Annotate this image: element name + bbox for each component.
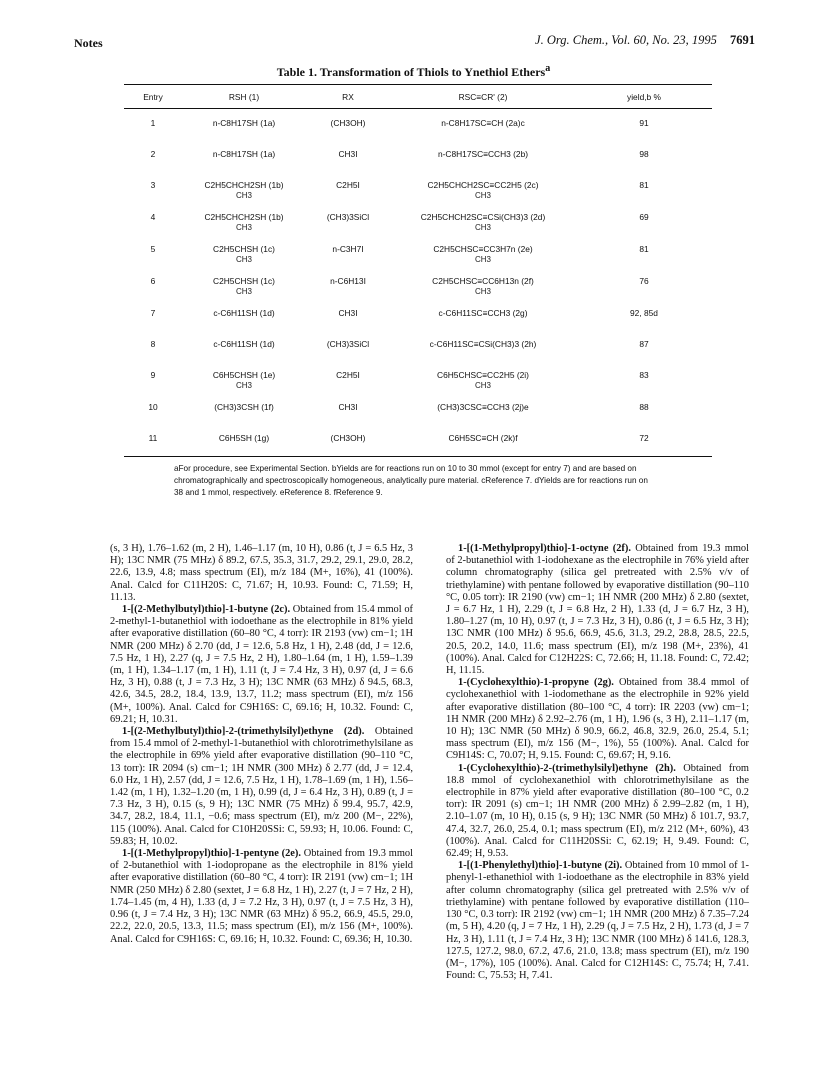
paragraph-text: Obtained from 15.4 mmol of 2-methyl-1-butanethiol with iodoethane as the electrophile in 81% yield after evaporative distillation (60–80 °C, 4 torr): IR 2193 (vw) cm−1; 1H NMR (200 MHz) δ 2.70 (dd, J = 12.6, 5.8 Hz, 1 H), 2.48 (dd, J = 12.6, 7.5 Hz, 1 H), 2.27 (q, J = 7.5 Hz, 2 H), 1.80–1.64 (m, 1 H), 1.59–1.39 (m, 1 H), 1.34–1.17 (m, 1 H), 1.11 (t, J = 7.4 Hz, 3 H), 0.97 (d, J = 6.6 Hz, 3 H), 0.88 (t, J = 7.3 Hz, 3 H); 13C NMR (63 MHz) δ 94.5, 68.3, 42.6, 34.5, 28.2, 18.4, 13.9, 13.7, 11.2; mass spectrum (EI), m/z 156 (M+, 100%). Anal. Calcd for C9H16S: C, 69.16; H, 10.32. Found: C, 69.21; H, 10.31. — [110, 604, 413, 725]
table-cell-rx — [306, 201, 390, 233]
cell-value: C6H5CHSH (1e) — [212, 370, 276, 380]
table-cell-rx — [306, 169, 390, 201]
compound-heading: 1-[(2-Methylbutyl)thio]-2-(trimethylsilyl)ethyne (2d). — [122, 726, 365, 738]
cell-value: n-C8H17SH (1a) — [212, 149, 276, 159]
column-header: RX — [342, 92, 354, 102]
cell-value: 8 — [150, 339, 156, 349]
table-cell-entry — [124, 328, 182, 359]
compound-heading: 1-[(1-Methylpropyl)thio]-1-pentyne (2e). — [122, 848, 301, 860]
cell-value: C2H5I — [336, 180, 360, 190]
table-cell-rx — [306, 107, 390, 138]
body-paragraph — [446, 860, 749, 982]
page-number: 7691 — [730, 33, 755, 47]
table-row — [124, 107, 712, 138]
compound-heading: 1-(Cyclohexylthio)-1-propyne (2g). — [458, 677, 614, 689]
table-cell-rsh — [182, 297, 306, 328]
cell-substituent: CH3 — [474, 287, 491, 296]
cell-substituent: CH3 — [235, 255, 252, 264]
cell-value: C2H5CHCH2SC≡CSi(CH3)3 (2d) — [420, 212, 546, 222]
table-body — [124, 107, 712, 453]
compound-heading: 1-[(2-Methylbutyl)thio]-1-butyne (2c). — [122, 604, 291, 616]
table-cell-yield — [576, 328, 712, 359]
table-cell-rsh — [182, 201, 306, 233]
table-cell-rsh — [182, 265, 306, 297]
body-paragraph: (s, 3 H), 1.76–1.62 (m, 2 H), 1.46–1.17 (m, 10 H), 0.86 (t, J = 6.5 Hz, 3 H); 13C NMR (75 MHz) δ 89.2, 67.5, 35.3, 31.7, 29.2, 29.1, 29.0, 28.2, 22.6, 13.9, 4.8; mass spectrum (EI), m/z 184 (M+, 16%), 41 (100%). Anal. Calcd for C11H20S: C, 71.67; H, 10.93. Found: C, 71.59; H, 11.13. — [110, 543, 413, 603]
cell-value: 91 — [639, 118, 649, 128]
compound-heading: 1-[(1-Phenylethyl)thio]-1-butyne (2i). — [458, 860, 623, 872]
table-row — [124, 391, 712, 422]
cell-value: 9 — [150, 370, 156, 380]
cell-value: C6H5CHSC≡CC2H5 (2i) — [437, 370, 529, 380]
cell-value: CH3I — [338, 308, 358, 318]
table-cell-entry — [124, 107, 182, 138]
cell-substituent: CH3 — [235, 191, 252, 200]
table-cell-prod — [390, 169, 576, 201]
paragraph-text: Obtained from 19.3 mmol of 2-butanethiol with 1-iodopropane as the electrophile in 81% yield after evaporative distillation (60–80 °C, 4 torr): IR 2191 (vw) cm−1; 1H NMR (250 MHz) δ 2.80 (sextet, J = 6.8 Hz, 1 H), 2.27 (t, J = 7 Hz, 2 H), 1.74–1.45 (m, 4 H), 1.33 (d, J = 7.2 Hz, 3 H), 0.97 (t, J = 7.5 Hz, 3 H), 0.96 (t, J = 7.4 Hz, 3 H); 13C NMR (63 MHz) δ 95.2, 66.9, 45.5, 29.0, 22.2, 22.0, 20.5, 13.3, 11.5; mass spectrum (EI), m/z 156 (M+, 100%). Anal. Calcd for C9H16S: C, 69.16; H, 10.32. Found: C, 69.36; H, 10.30. — [110, 848, 413, 945]
table-cell-rsh — [182, 328, 306, 359]
column-header: RSH (1) — [228, 92, 260, 102]
cell-value: 3 — [150, 180, 156, 190]
table-cell-prod — [390, 359, 576, 391]
cell-value: 87 — [639, 339, 649, 349]
table-cell-prod — [390, 297, 576, 328]
table-cell-yield — [576, 359, 712, 391]
cell-value: 7 — [150, 308, 156, 318]
body-paragraph — [446, 763, 749, 861]
cell-substituent: CH3 — [235, 381, 252, 390]
cell-value: (CH3)3CSC≡CCH3 (2j)e — [437, 402, 529, 412]
cell-value: n-C3H7I — [332, 244, 364, 254]
body-paragraph — [110, 726, 413, 848]
cell-value: c-C6H11SC≡CSi(CH3)3 (2h) — [429, 339, 537, 349]
cell-substituent: CH3 — [235, 287, 252, 296]
table-title — [0, 63, 827, 80]
table-cell-entry — [124, 422, 182, 453]
cell-value: C2H5I — [336, 370, 360, 380]
cell-value: 72 — [639, 433, 649, 443]
table-header-row — [124, 87, 712, 107]
compound-heading: 1-[(1-Methylpropyl)thio]-1-octyne (2f). — [458, 543, 631, 554]
table-cell-rx — [306, 391, 390, 422]
cell-value: 81 — [639, 244, 649, 254]
table-row — [124, 422, 712, 453]
body-paragraph — [446, 543, 749, 677]
cell-value: CH3I — [338, 149, 358, 159]
table-cell-rx — [306, 359, 390, 391]
table-row — [124, 201, 712, 233]
table-cell-prod — [390, 138, 576, 169]
compound-heading: 1-(Cyclohexylthio)-2-(trimethylsilyl)ethyne (2h). — [458, 762, 676, 774]
table-cell-entry — [124, 359, 182, 391]
table-cell-yield — [576, 297, 712, 328]
table-cell-yield — [576, 138, 712, 169]
cell-value: C2H5CHCH2SH (1b) — [204, 180, 284, 190]
cell-value: 4 — [150, 212, 156, 222]
table-footnotes: aFor procedure, see Experimental Section. bYields are for reactions run on 10 to 30 mmol (except for entry 7) and are based on chromatographically and spectroscopically homogeneous, analytically pure material. cReference 7. dYields are for reactions run on 38 and 1 mmol, respectively. eReference 8. fReference 9. — [174, 464, 648, 497]
table-bottom-rule — [124, 456, 712, 457]
cell-value: (CH3)3SiCl — [326, 339, 370, 349]
cell-value: 92, 85d — [630, 308, 658, 318]
cell-value: CH3I — [338, 402, 358, 412]
left-column — [110, 543, 413, 946]
table-row — [124, 359, 712, 391]
cell-value: 76 — [639, 276, 649, 286]
cell-value: n-C8H17SC≡CCH3 (2b) — [437, 149, 529, 159]
paragraph-text: Obtained from 19.3 mmol of 2-butanethiol with 1-iodohexane as the electrophile in 76% yield after column chromatography (silica gel pretreated with 2.5% v/v of triethylamine) with pentane followed by evaporative distillation (90–110 °C, 0.05 torr): IR 2190 (vw) cm−1; 1H NMR (200 MHz) δ 2.80 (sextet, J = 6.7 Hz, 1 H), 2.29 (t, J = 6.8 Hz, 2 H), 1.33 (d, J = 6.7 Hz, 3 H), 1.80–1.27 (m, 10 H), 0.97 (t, J = 7.3 Hz, 3 H), 0.86 (t, J = 6.5 Hz, 3 H); 13C NMR (100 MHz) δ 95.6, 66.9, 45.6, 31.3, 29.2, 28.8, 28.5, 22.5, 20.5, 20.2, 14.0, 11.6; mass spectrum (EI), m/z 198 (M+, 23%), 41 (100%). Anal. Calcd for C12H22S: C, 72.66; H, 11.18. Found: C, 72.42; H, 11.15. — [446, 543, 749, 677]
table-cell-prod — [390, 233, 576, 265]
cell-value: c-C6H11SH (1d) — [213, 339, 275, 349]
cell-value: (CH3OH) — [330, 433, 366, 443]
cell-substituent: CH3 — [474, 255, 491, 264]
table-cell-yield — [576, 107, 712, 138]
cell-value: 2 — [150, 149, 156, 159]
cell-value: 5 — [150, 244, 156, 254]
paragraph-text: Obtained from 15.4 mmol of 2-methyl-1-butanethiol with chlorotrimethylsilane as the electrophile in 69% yield after evaporative distillation (90–110 °C, 13 torr): IR 2094 (s) cm−1; 1H NMR (300 MHz) δ 2.77 (dd, J = 12.4, 6.0 Hz, 1 H), 2.57 (dd, J = 12.6, 7.5 Hz, 1 H), 1.78–1.69 (m, 1 H), 1.56–1.42 (m, 1 H), 1.32–1.20 (m, 1 H), 0.99 (d, J = 6.4 Hz, 3 H), 0.89 (t, J = 7.3 Hz, 3 H), 0.15 (s, 9 H); 13C NMR (75 MHz) δ 99.4, 95.7, 42.9, 34.7, 28.2, 18.4, 11.1, −0.6; mass spectrum (EI), m/z 200 (M−, 22%), 115 (100%). Anal. Calcd for C10H20SSi: C, 59.93; H, 10.06. Found: C, 59.83; H, 10.02. — [110, 726, 413, 847]
cell-value: 10 — [148, 402, 158, 412]
table-cell-prod — [390, 391, 576, 422]
cell-value: C2H5CHSC≡CC3H7n (2e) — [433, 244, 533, 254]
table-row — [124, 328, 712, 359]
table-cell-yield — [576, 265, 712, 297]
cell-value: c-C6H11SH (1d) — [213, 308, 275, 318]
table-cell-rx — [306, 328, 390, 359]
cell-value: n-C6H13I — [330, 276, 366, 286]
table-row — [124, 233, 712, 265]
paragraph-text: Obtained from 10 mmol of 1-phenyl-1-ethanethiol with 1-iodoethane as the electrophile in 83% yield after column chromatography (silica gel pretreated with 2.5% v/v of triethylamine) with pentane followed by evaporative distillation (110–130 °C, 0.3 torr): IR 2192 (vw) cm−1; 1H NMR (200 MHz) δ 7.35–7.24 (m, 5 H), 4.20 (q, J = 7 Hz, 1 H), 2.29 (q, J = 7.5 Hz, 2 H), 1.73 (d, J = 7 Hz, 3 H), 1.11 (t, J = 7.4 Hz, 3 H); 13C NMR (100 MHz) δ 141.6, 128.3, 127.5, 127.2, 98.0, 67.2, 47.6, 21.0, 13.8; mass spectrum (EI), m/z 190 (M−, 17%), 105 (100%). Anal. Calcd for C12H14S: C, 75.74; H, 7.41. Found: C, 75.53; H, 7.41. — [446, 860, 749, 982]
table-cell-rsh — [182, 138, 306, 169]
cell-value: 83 — [639, 370, 649, 380]
cell-value: (CH3)3CSH (1f) — [214, 402, 274, 412]
table-cell-prod — [390, 265, 576, 297]
table-cell-rsh — [182, 233, 306, 265]
table-cell-rsh — [182, 391, 306, 422]
table-cell-prod — [390, 107, 576, 138]
cell-value: 11 — [148, 433, 158, 443]
cell-value: (CH3)3SiCl — [326, 212, 370, 222]
cell-value: n-C8H17SH (1a) — [212, 118, 276, 128]
cell-value: C2H5CHSC≡CC6H13n (2f) — [432, 276, 534, 286]
table-cell-rx — [306, 233, 390, 265]
cell-value: 1 — [150, 118, 156, 128]
table-cell-yield — [576, 391, 712, 422]
data-table — [124, 87, 712, 453]
table-cell-prod — [390, 422, 576, 453]
cell-value: C2H5CHCH2SC≡CC2H5 (2c) — [427, 180, 539, 190]
cell-value: 88 — [639, 402, 649, 412]
paragraph-text: Obtained from 18.8 mmol of cyclohexanethiol with chlorotrimethylsilane as the electrophile in 87% yield after evaporative distillation (80–100 °C, 0.2 torr): IR 2091 (s) cm−1; 1H NMR (200 MHz) δ 2.99–2.82 (m, 1 H), 2.10–1.07 (m, 10 H), 0.15 (s, 9 H); 13C NMR (50 MHz) δ 101.7, 93.7, 47.4, 32.7, 26.0, 25.4, 0.1; mass spectrum (EI), m/z 212 (M+, 60%), 43 (100%). Anal. Calcd for C11H20SSi: C, 62.19; H, 9.49. Found: C, 62.49; H, 9.53. — [446, 762, 749, 860]
table-cell-rx — [306, 138, 390, 169]
cell-substituent: CH3 — [474, 381, 491, 390]
cell-value: C2H5CHSH (1c) — [213, 244, 275, 254]
table-cell-rsh — [182, 169, 306, 201]
table-cell-yield — [576, 422, 712, 453]
cell-value: C2H5CHSH (1c) — [213, 276, 275, 286]
table-cell-rsh — [182, 107, 306, 138]
table-cell-yield — [576, 201, 712, 233]
table-cell-entry — [124, 138, 182, 169]
table-cell-rsh — [182, 422, 306, 453]
body-paragraph — [110, 848, 413, 946]
table-row — [124, 265, 712, 297]
cell-value: C6H5SH (1g) — [218, 433, 270, 443]
table-row — [124, 297, 712, 328]
paragraph-text: Obtained from 38.4 mmol of cyclohexanethiol with 1-iodomethane as the electrophile in 92% yield after evaporative distillation (80–100 °C, 4 torr): IR 2203 (vw) cm−1; 1H NMR (200 MHz) δ 2.92–2.76 (m, 1 H), 1.96 (s, 3 H), 2.11–1.17 (m, 10 H); 13C NMR (50 MHz) δ 90.9, 66.2, 46.8, 32.9, 26.0, 25.4, 5.1; mass spectrum (EI), m/z 156 (M−, 1%), 55 (100%). Anal. Calcd for C9H14S: C, 70.07; H, 9.15. Found: C, 69.67; H, 9.16. — [446, 677, 749, 762]
table-cell-entry — [124, 233, 182, 265]
table-cell-entry — [124, 297, 182, 328]
section-header: Notes — [74, 36, 103, 50]
cell-value: c-C6H11SC≡CCH3 (2g) — [438, 308, 528, 318]
table-cell-yield — [576, 169, 712, 201]
table-top-rule — [124, 84, 712, 85]
journal-citation: J. Org. Chem., Vol. 60, No. 23, 1995 — [535, 33, 717, 47]
table-cell-yield — [576, 233, 712, 265]
column-header: Entry — [143, 92, 163, 102]
cell-value: C6H5SC≡CH (2k)f — [448, 433, 518, 443]
table-cell-prod — [390, 201, 576, 233]
table-cell-prod — [390, 328, 576, 359]
table-cell-entry — [124, 201, 182, 233]
body-paragraph — [110, 604, 413, 726]
column-header: RSC≡CR' (2) — [458, 92, 508, 102]
cell-value: 69 — [639, 212, 649, 222]
table-row — [124, 169, 712, 201]
right-column — [446, 543, 749, 982]
cell-value: (CH3OH) — [330, 118, 366, 128]
table-cell-entry — [124, 169, 182, 201]
table-title-mark: a — [545, 63, 551, 74]
cell-value: 6 — [150, 276, 156, 286]
cell-value: 98 — [639, 149, 649, 159]
cell-value: C2H5CHCH2SH (1b) — [204, 212, 284, 222]
cell-value: 81 — [639, 180, 649, 190]
table-cell-rsh — [182, 359, 306, 391]
journal-header — [535, 33, 755, 48]
body-paragraph — [446, 677, 749, 762]
table-row — [124, 138, 712, 169]
cell-substituent: CH3 — [235, 223, 252, 232]
column-header: yield,b % — [627, 92, 661, 102]
table-cell-entry — [124, 391, 182, 422]
table-title-text: Table 1. Transformation of Thiols to Ynethiol Ethers — [276, 65, 546, 79]
cell-substituent: CH3 — [474, 191, 491, 200]
cell-value: n-C8H17SC≡CH (2a)c — [441, 118, 525, 128]
table-cell-rx — [306, 422, 390, 453]
table-cell-entry — [124, 265, 182, 297]
table-cell-rx — [306, 265, 390, 297]
cell-substituent: CH3 — [474, 223, 491, 232]
table-cell-rx — [306, 297, 390, 328]
